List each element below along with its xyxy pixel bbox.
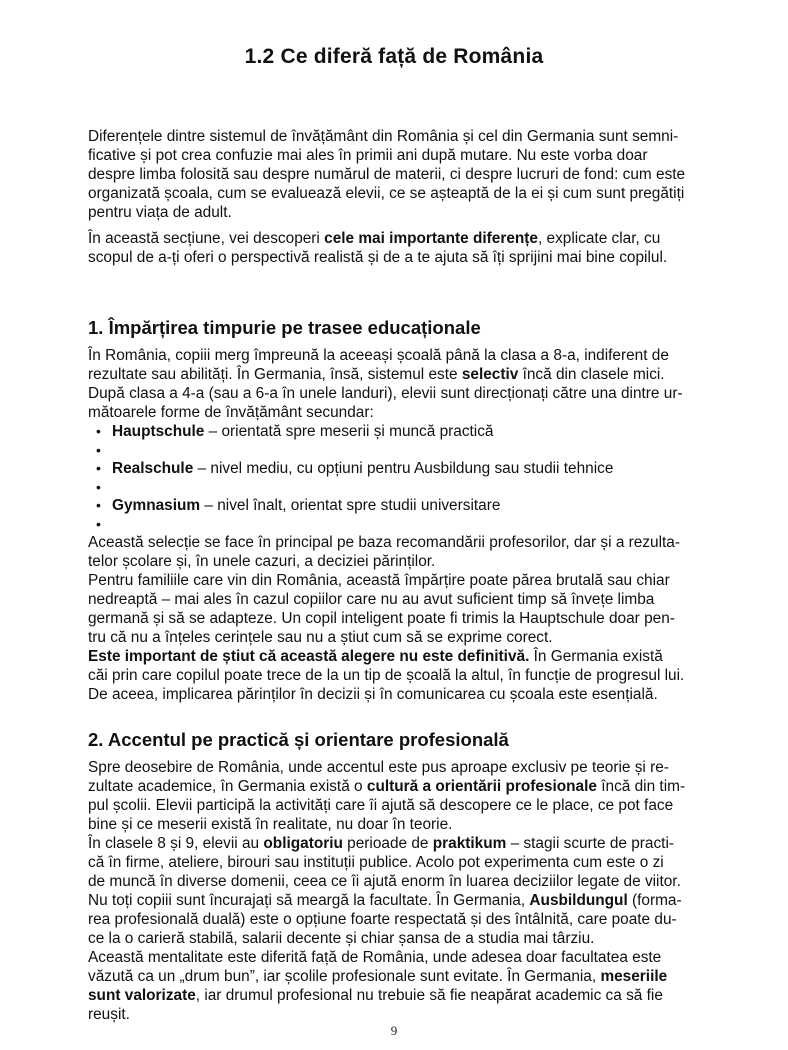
- text-line: zultate academice, în Germania există o cultură a orientării profesionale încă din tim-: [88, 778, 686, 795]
- text-line: După clasa a 4-a (sau a 6-a în unele landuri), elevii sunt direcționați către una dintre ur-: [88, 385, 683, 402]
- section2-paragraph-2: [88, 834, 748, 891]
- text-line: sunt valorizate, iar drumul profesional nu trebuie să fie neapărat academic ca să fie: [88, 987, 663, 1004]
- page-content: [88, 45, 748, 1024]
- section1-paragraph-3: [88, 571, 748, 647]
- section2-paragraph-4: [88, 948, 748, 1024]
- section1-heading: 1. Împărțirea timpurie pe trasee educaționale: [88, 317, 481, 338]
- section1-paragraph-2: [88, 533, 748, 571]
- section1-paragraph-4: [88, 647, 748, 704]
- text-line: Nu toți copiii sunt încurajați să meargă la facultate. În Germania, Ausbildungul (forma-: [88, 892, 682, 909]
- bullet-item: [88, 459, 748, 478]
- text-line: Este important de știut că această alegere nu este definitivă. În Germania există: [88, 648, 663, 665]
- bullet-item: [88, 478, 748, 496]
- bullet-icon: •: [96, 460, 101, 476]
- school-types-bullet-list: [88, 422, 748, 533]
- text-line: reușit.: [88, 1006, 130, 1023]
- text-line: Pentru familiile care vin din România, această împărțire poate părea brutală sau chiar: [88, 572, 670, 589]
- section2-heading: 2. Accentul pe practică și orientare profesională: [88, 729, 509, 750]
- text-line: Diferențele dintre sistemul de învățământ din România și cel din Germania sunt semni-: [88, 128, 679, 145]
- text-line: bine și ce meserii există în realitate, nu doar în teorie.: [88, 816, 453, 833]
- bullet-item: [88, 422, 748, 441]
- text-line: Această selecție se face în principal pe baza recomandării profesorilor, dar și a rezulta-: [88, 534, 680, 551]
- text-line: de muncă în diverse domenii, ceea ce îi ajută enorm în luarea deciziilor legate de viitor.: [88, 873, 681, 890]
- text-line: rea profesională duală) este o opțiune foarte respectată și des întâlnită, care poate du-: [88, 911, 677, 928]
- text-line: rezultate sau abilități. În Germania, însă, sistemul este selectiv încă din clasele mici.: [88, 366, 665, 383]
- text-line: În această secțiune, vei descoperi cele mai importante diferențe, explicate clar, cu: [88, 230, 661, 247]
- text-line: pentru viața de adult.: [88, 204, 232, 221]
- text-line: că în firme, ateliere, birouri sau instituții publice. Acolo pot experimenta cum este o zi: [88, 854, 664, 871]
- bullet-item: [88, 441, 748, 459]
- text-line: tru că nu a înțeles cerințele sau nu a știut cum să se exprime corect.: [88, 629, 553, 646]
- bullet-text: Realschule – nivel mediu, cu opțiuni pentru Ausbildung sau studii tehnice: [112, 460, 614, 477]
- text-line: ficative și pot crea confuzie mai ales în primii ani după mutare. Nu este vorba doar: [88, 147, 648, 164]
- section1-paragraph-1: [88, 346, 748, 422]
- text-line: căi prin care copilul poate trece de la un tip de școală la altul, în funcție de progresul lui.: [88, 667, 685, 684]
- text-line: despre limba folosită sau despre numărul de materii, ci despre lucruri de fond: cum este: [88, 166, 686, 183]
- page-title: 1.2 Ce diferă față de România: [244, 45, 544, 68]
- text-line: Spre deosebire de România, unde accentul este pus aproape exclusiv pe teorie și re-: [88, 759, 669, 776]
- bullet-text: Hauptschule – orientată spre meserii și muncă practică: [112, 423, 494, 440]
- bullet-icon: •: [96, 442, 101, 458]
- bullet-icon: •: [96, 497, 101, 513]
- bullet-icon: •: [96, 423, 101, 439]
- text-line: De aceea, implicarea părinților în decizii și în comunicarea cu școala este esențială.: [88, 686, 658, 703]
- bullet-text: Gymnasium – nivel înalt, orientat spre studii universitare: [112, 497, 501, 514]
- section2-paragraph-1: [88, 758, 748, 834]
- text-line: telor școlare și, în unele cazuri, a deciziei părinților.: [88, 553, 436, 570]
- text-line: germană și să se adapteze. Un copil inteligent poate fi trimis la Hauptschule doar pen-: [88, 610, 675, 627]
- intro-paragraph-2: [88, 229, 748, 267]
- bullet-item: [88, 515, 748, 533]
- section2-paragraph-3: [88, 891, 748, 948]
- text-line: În România, copiii merg împreună la aceeași școală până la clasa a 8-a, indiferent de: [88, 347, 669, 364]
- text-line: văzută ca un „drum bun”, iar școlile profesionale sunt evitate. În Germania, meseriile: [88, 968, 668, 985]
- text-line: scopul de a-ți oferi o perspectivă realistă și de a te ajuta să îți sprijini mai bine copilul.: [88, 249, 668, 266]
- intro-paragraph-1: [88, 127, 748, 222]
- text-line: organizată școala, cum se evaluează elevii, ce se așteaptă de la ei și cum sunt pregătiți: [88, 185, 685, 202]
- text-line: ce la o carieră stabilă, salarii decente și chiar șansa de a studia mai târziu.: [88, 930, 595, 947]
- bullet-icon: •: [96, 479, 101, 495]
- bullet-icon: •: [96, 516, 101, 532]
- text-line: nedreaptă – mai ales în cazul copiilor care nu au avut suficient timp să învețe limba: [88, 591, 655, 608]
- text-line: mătoarele forme de învățământ secundar:: [88, 404, 374, 421]
- text-line: Această mentalitate este diferită față de România, unde adesea doar facultatea este: [88, 949, 662, 966]
- text-line: În clasele 8 și 9, elevii au obligatoriu perioade de praktikum – stagii scurte de practi-: [88, 835, 674, 852]
- bullet-item: [88, 496, 748, 515]
- page-number: 9: [390, 1023, 398, 1038]
- text-line: pul școlii. Elevii participă la activități care îi ajută să descopere ce le place, ce pot face: [88, 797, 674, 814]
